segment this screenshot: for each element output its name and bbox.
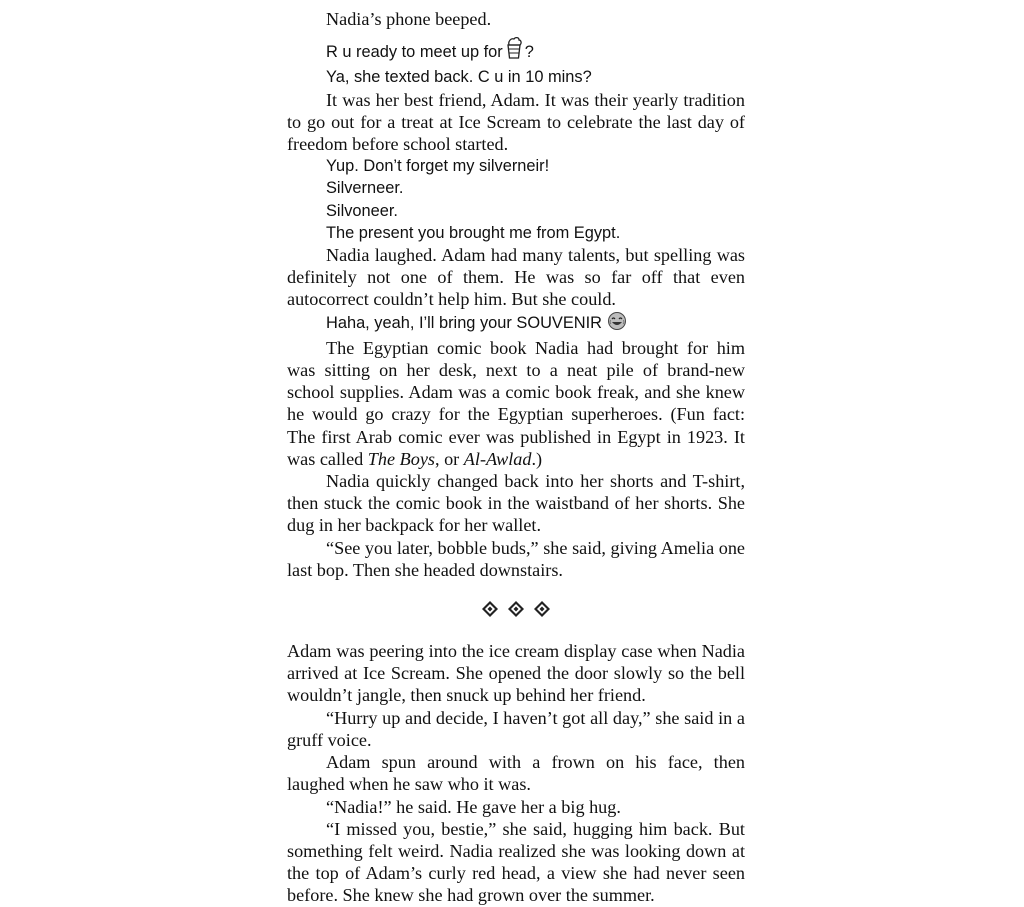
text-message-silverneir: Yup. Don’t forget my silverneir! — [326, 157, 550, 176]
paragraph-missed-you: “I missed you, bestie,” she said, hugging him back. But something felt weird. Nadia realized she was looking down at the top of Adam’s curly red head, a view she had never seen before. She knew she had grown over the summer. — [287, 818, 745, 906]
text-message-ready-question: ? — [524, 43, 534, 62]
paragraph-nadia-hug: “Nadia!” he said. He gave her a big hug. — [326, 796, 621, 817]
laughing-emoji-icon — [607, 311, 627, 337]
paragraph-adam-spun: Adam spun around with a frown on his face, then laughed when he saw who it was. — [287, 752, 745, 795]
paragraph-phone-beeped: Nadia’s phone beeped. — [326, 9, 492, 29]
text-message-souvenir-text: Haha, yeah, I’ll bring your SOUVENIR — [326, 313, 603, 332]
text-message-silvoneer: Silvoneer. — [326, 201, 398, 220]
comic-title-al-awlad: Al-Awlad — [463, 448, 532, 469]
paragraph-adam-peering: Adam was peering into the ice cream display case when Nadia arrived at Ice Scream. She opened the door slowly so the bell wouldn’t jangle, then snuck up behind her friend. — [287, 641, 745, 706]
comic-text-part-c: .) — [531, 448, 543, 469]
ornament-diamond-icon — [481, 598, 499, 619]
text-message-ready — [287, 36, 745, 66]
book-page — [287, 8, 745, 907]
paragraph-best-friend: It was her best friend, Adam. It was their yearly tradition to go out for a treat at Ice Scream to celebrate the last day of freedom before school started. — [287, 89, 745, 155]
text-message-ready-text: R u ready to meet up for — [326, 43, 503, 62]
ice-cream-icon — [503, 36, 525, 66]
paragraph-hurry-up: “Hurry up and decide, I haven’t got all day,” she said in a gruff voice. — [287, 707, 745, 750]
comic-title-the-boys: The Boys — [367, 448, 435, 469]
scene-break-divider — [287, 595, 745, 623]
text-message-present: The present you brought me from Egypt. — [326, 223, 621, 242]
comic-text-part-a: The Egyptian comic book Nadia had brought for him was sitting on her desk, next to a neat pile of brand-new school supplies. Adam was a comic book freak, and she knew he would go crazy for the Egyptian superheroes. (Fun fact: The first Arab comic ever was published in Egypt in 1923. It was called — [287, 337, 745, 469]
text-message-silverneer: Silverneer. — [326, 179, 404, 198]
paragraph-egyptian-comic — [287, 337, 745, 470]
paragraph-see-you-later: “See you later, bobble buds,” she said, giving Amelia one last bop. Then she headed downstairs. — [287, 537, 745, 580]
text-message-souvenir — [287, 311, 745, 337]
ornament-diamond-icon — [507, 598, 525, 619]
paragraph-changed-back: Nadia quickly changed back into her shorts and T-shirt, then stuck the comic book in the waistband of her shorts. She dug in her backpack for her wallet. — [287, 471, 745, 536]
paragraph-nadia-laughed: Nadia laughed. Adam had many talents, but spelling was definitely not one of them. He was so far off that even autocorrect couldn’t help him. But she could. — [287, 245, 745, 310]
comic-text-part-b: , or — [434, 448, 464, 469]
text-message-reply: Ya, she texted back. C u in 10 mins? — [326, 68, 592, 87]
ornament-diamond-icon — [533, 598, 551, 619]
